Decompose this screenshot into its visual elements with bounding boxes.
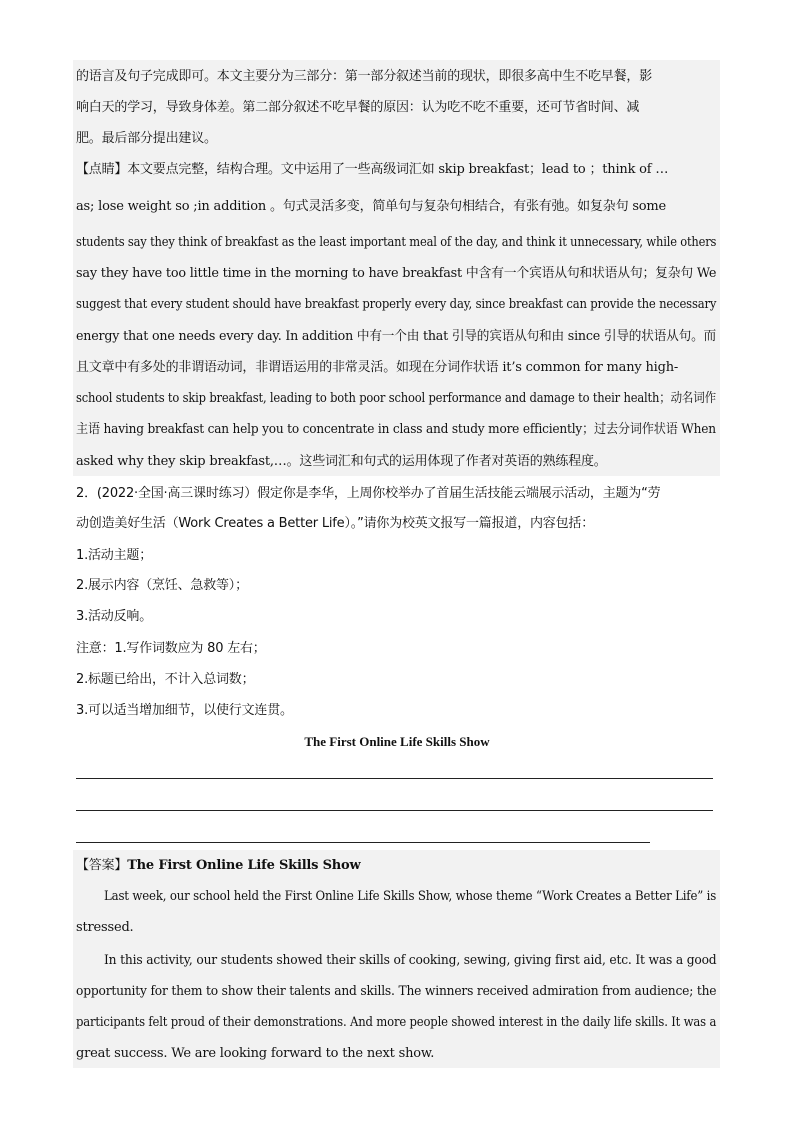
comment-line: school students to skip breakfast, leading to both poor school performance and damage to their health；动名词作	[76, 391, 716, 406]
comment-line: suggest that every student should have breakfast properly every day, since breakfast can provide the necessary	[76, 297, 717, 312]
answer-line: great success. We are looking forward to the next show.	[76, 1046, 435, 1061]
answer-line: Last week, our school held the First Online Life Skills Show, whose theme “Work Creates a Better Life” is	[104, 889, 717, 904]
question-line: 2.标题已给出，不计入总词数；	[76, 672, 255, 687]
answer-line: In this activity, our students showed their skills of cooking, sewing, giving first aid, etc. It was a good	[104, 953, 717, 968]
analysis-line: 肥。最后部分提出建议。	[76, 131, 217, 146]
question-line: 2．(2022·全国·高三课时练习）假定你是李华，上周你校举办了首届生活技能云端展示活动，主题为“劳	[76, 486, 661, 501]
answer-label: 【答案】	[76, 858, 128, 873]
question-line: 2.展示内容（烹饪、急救等）；	[76, 578, 248, 593]
analysis-line: 的语言及句子完成即可。本文主要分为三部分：第一部分叙述当前的现状，即很多高中生不吃早餐，影	[76, 69, 653, 84]
question-line: 3.活动反响。	[76, 609, 153, 624]
analysis-line: 响白天的学习，导致身体差。第二部分叙述不吃早餐的原因：认为吃不吃不重要，还可节省时间、减	[76, 100, 640, 115]
answer-heading	[76, 858, 361, 874]
answer-line: opportunity for them to show their talents and skills. The winners received admiration from audience; the	[76, 984, 717, 999]
comment-line: asked why they skip breakfast,…。这些词汇和句式的运用体现了作者对英语的熟练程度。	[76, 454, 607, 469]
comment-line: students say they think of breakfast as the least important meal of the day, and think it unnecessary, while others	[76, 235, 717, 250]
comment-line: 且文章中有多处的非谓语动词，非谓语运用的非常灵活。如现在分词作状语 it’s common for many high-	[76, 360, 679, 375]
writing-rule	[76, 778, 713, 779]
question-line: 动创造美好生活（Work Creates a Better Life）。”请你为校英文报写一篇报道，内容包括：	[76, 516, 595, 531]
writing-rule	[76, 810, 713, 811]
answer-title: The First Online Life Skills Show	[127, 858, 361, 873]
answer-line: participants felt proud of their demonstrations. And more people showed interest in the daily life skills. It was a	[76, 1015, 717, 1030]
comment-line: say they have too little time in the morning to have breakfast 中含有一个宾语从句和状语从句；复杂句 We	[76, 266, 717, 281]
comment-line: energy that one needs every day. In addition 中有一个由 that 引导的宾语从句和由 since 引导的状语从句。而	[76, 329, 716, 344]
writing-rule	[76, 842, 650, 843]
comment-line: 【点睛】本文要点完整，结构合理。文中运用了一些高级词汇如 skip breakfast；lead to ；think of …	[76, 162, 669, 177]
question-line: 3.可以适当增加细节，以使行文连贯。	[76, 703, 293, 718]
question-line: 注意：1.写作词数应为 80 左右；	[76, 641, 266, 656]
question-line: 1.活动主题；	[76, 548, 153, 563]
answer-line: stressed.	[76, 920, 134, 935]
comment-line: 主语 having breakfast can help you to concentrate in class and study more efficiently；过去分词作状语 When	[76, 422, 716, 437]
essay-title: The First Online Life Skills Show	[304, 734, 490, 749]
comment-line: as; lose weight so ;in addition 。句式灵活多变，简单句与复杂句相结合，有张有弛。如复杂句 some	[76, 199, 667, 214]
